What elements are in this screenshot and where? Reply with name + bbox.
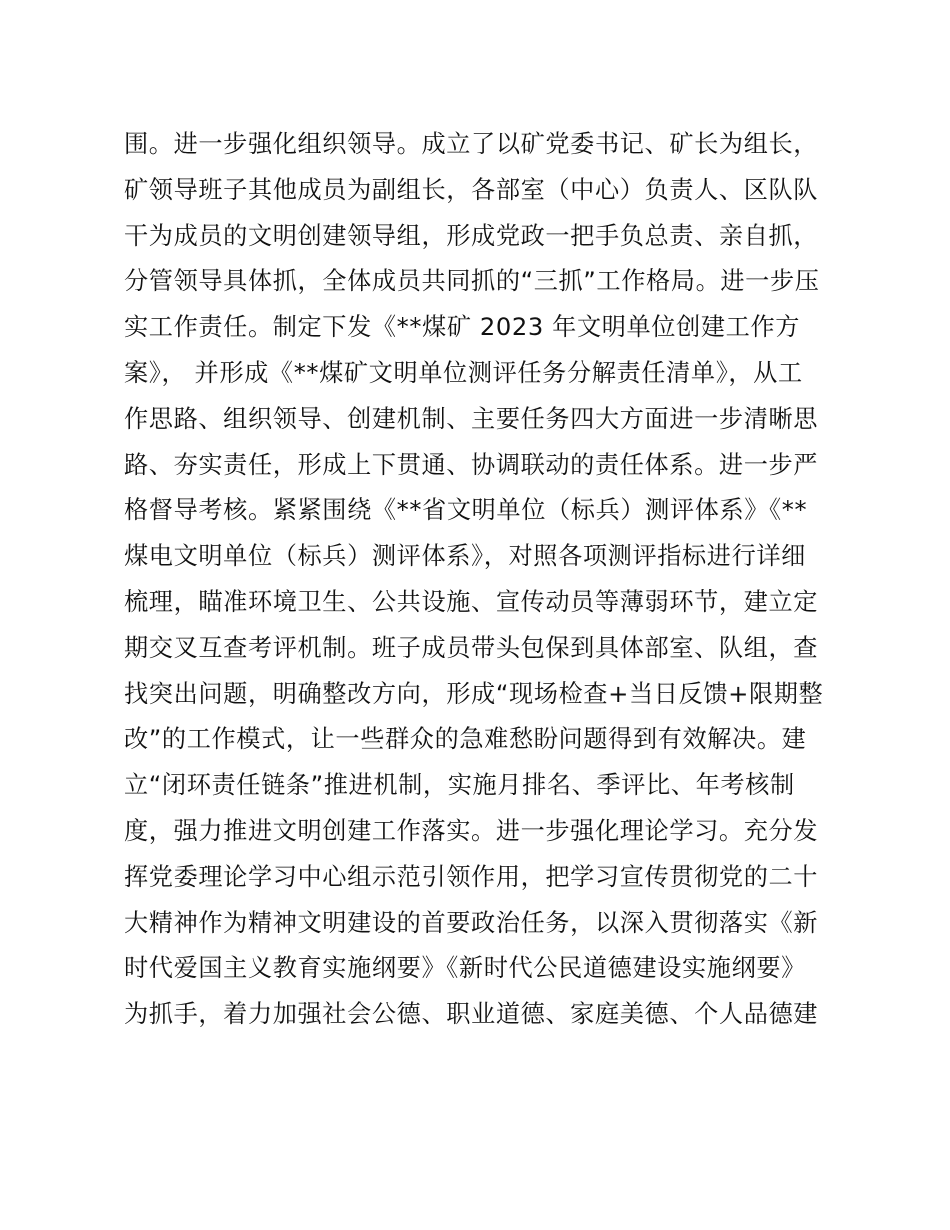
text-line: 作思路、组织领导、创建机制、主要任务四大方面进一步清晰思	[124, 404, 819, 433]
text-line: 干为成员的文明创建领导组，形成党政一把手负总责、亲自抓，	[124, 221, 819, 250]
text-line: 路、夯实责任，形成上下贯通、协调联动的责任体系。进一步严	[124, 450, 819, 479]
text-line: 矿领导班子其他成员为副组长，各部室（中心）负责人、区队队	[124, 175, 819, 204]
text-line: 煤电文明单位（标兵）测评体系》，对照各项测评指标进行详细	[124, 542, 806, 571]
text-line: 为抓手，着力加强社会公德、职业道德、家庭美德、个人品德建	[124, 1000, 819, 1029]
text-line: 找突出问题，明确整改方向，形成“现场检查+当日反馈+限期整	[124, 679, 824, 708]
text-line: 改”的工作模式，让一些群众的急难愁盼问题得到有效解决。建	[124, 725, 807, 754]
text-line: 案》， 并形成《**煤矿文明单位测评任务分解责任清单》，从工	[124, 358, 803, 387]
text-line: 分管领导具体抓，全体成员共同抓的“三抓”工作格局。进一步压	[124, 267, 820, 296]
text-line: 期交叉互查考评机制。班子成员带头包保到具体部室、队组，查	[124, 633, 819, 662]
text-line: 实工作责任。制定下发《**煤矿 2023 年文明单位创建工作方	[124, 313, 801, 342]
body-paragraph	[124, 122, 824, 1038]
text-line: 挥党委理论学习中心组示范引领作用，把学习宣传贯彻党的二十	[124, 862, 819, 891]
text-line: 时代爱国主义教育实施纲要》《新时代公民道德建设实施纲要》	[124, 954, 806, 983]
text-line: 围。进一步强化组织领导。成立了以矿党委书记、矿长为组长，	[124, 130, 819, 158]
text-line: 立“闭环责任链条”推进机制，实施月排名、季评比、年考核制	[124, 771, 795, 800]
text-line: 大精神作为精神文明建设的首要政治任务，以深入贯彻落实《新	[124, 908, 819, 937]
text-line: 梳理，瞄准环境卫生、公共设施、宣传动员等薄弱环节，建立定	[124, 587, 819, 616]
text-line: 格督导考核。紧紧围绕《**省文明单位（标兵）测评体系》《**	[124, 496, 808, 525]
text-line: 度，强力推进文明创建工作落实。进一步强化理论学习。充分发	[124, 816, 819, 845]
